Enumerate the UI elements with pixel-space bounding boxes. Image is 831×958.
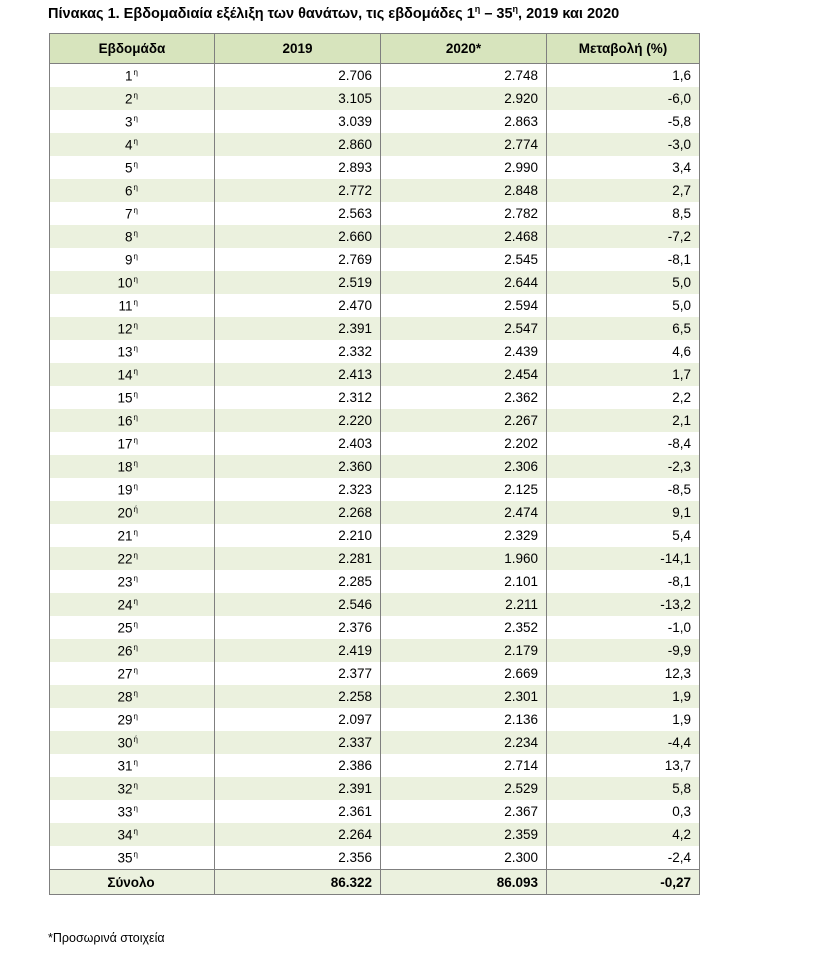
value-2020: 2.439 [381,340,547,363]
change-cell: -4,4 [547,731,700,754]
value-2020: 2.359 [381,823,547,846]
week-suffix: η [133,251,138,261]
week-suffix: η [133,182,138,192]
table-row [50,133,700,156]
table-row [50,524,700,547]
week-number: 24 [117,597,133,613]
value-2019: 2.860 [215,133,381,156]
value-2019: 2.470 [215,294,381,317]
week-suffix: η [133,389,138,399]
change-cell: -8,1 [547,248,700,271]
value-2019: 2.312 [215,386,381,409]
week-number: 32 [117,781,133,797]
change-cell: 1,6 [547,64,700,88]
week-number: 14 [117,367,133,383]
week-suffix: ή [133,504,138,514]
value-2020: 2.714 [381,754,547,777]
week-cell [50,363,215,386]
value-2020: 2.748 [381,64,547,88]
week-suffix: η [133,320,138,330]
week-number: 27 [117,666,133,682]
week-number: 12 [117,321,133,337]
week-cell [50,524,215,547]
table-row [50,570,700,593]
change-cell: 0,3 [547,800,700,823]
week-number: 31 [117,758,133,774]
change-cell: -8,5 [547,478,700,501]
value-2019: 2.264 [215,823,381,846]
value-2020: 2.545 [381,248,547,271]
table-row [50,294,700,317]
week-cell [50,225,215,248]
week-cell [50,777,215,800]
week-suffix: η [133,619,138,629]
week-cell [50,501,215,524]
change-cell: 6,5 [547,317,700,340]
week-number: 23 [117,574,133,590]
week-number: 28 [117,689,133,705]
value-2020: 2.300 [381,846,547,870]
week-cell [50,708,215,731]
value-2019: 2.323 [215,478,381,501]
week-cell [50,156,215,179]
change-cell: 1,9 [547,708,700,731]
week-number: 15 [117,390,133,406]
value-2019: 2.403 [215,432,381,455]
table-row [50,846,700,870]
week-suffix: η [133,481,138,491]
value-2019: 2.419 [215,639,381,662]
week-suffix: η [133,412,138,422]
week-cell [50,294,215,317]
change-cell: 2,2 [547,386,700,409]
week-number: 9 [125,252,133,268]
change-cell: 3,4 [547,156,700,179]
table-row [50,340,700,363]
value-2020: 2.594 [381,294,547,317]
value-2019: 2.258 [215,685,381,708]
table-row [50,639,700,662]
value-2020: 2.782 [381,202,547,225]
week-cell [50,432,215,455]
week-cell [50,639,215,662]
value-2020: 2.101 [381,570,547,593]
value-2019: 2.546 [215,593,381,616]
value-2020: 2.863 [381,110,547,133]
week-cell [50,248,215,271]
week-suffix: η [133,136,138,146]
deaths-table [49,33,700,895]
value-2020: 2.454 [381,363,547,386]
table-row [50,478,700,501]
week-number: 16 [117,413,133,429]
week-suffix: η [133,642,138,652]
week-cell [50,271,215,294]
total-row [50,870,700,895]
change-cell: -14,1 [547,547,700,570]
week-suffix: η [133,688,138,698]
change-cell: 1,9 [547,685,700,708]
week-suffix: η [133,458,138,468]
value-2020: 2.669 [381,662,547,685]
week-suffix: η [133,849,138,859]
header-2019: 2019 [215,34,381,64]
value-2019: 2.386 [215,754,381,777]
week-suffix: η [133,826,138,836]
change-cell: 2,7 [547,179,700,202]
value-2020: 2.306 [381,455,547,478]
table-row [50,800,700,823]
change-cell: -7,2 [547,225,700,248]
week-cell [50,685,215,708]
week-cell [50,823,215,846]
week-suffix: η [133,274,138,284]
week-number: 34 [117,827,133,843]
value-2019: 2.285 [215,570,381,593]
value-2020: 2.352 [381,616,547,639]
total-label: Σύνολο [50,870,215,895]
week-number: 7 [125,206,133,222]
week-suffix: η [133,803,138,813]
value-2019: 2.281 [215,547,381,570]
week-cell [50,64,215,88]
value-2019: 2.391 [215,777,381,800]
week-suffix: η [133,343,138,353]
table-header-row [50,34,700,64]
week-cell [50,478,215,501]
week-number: 17 [117,436,133,452]
value-2019: 2.377 [215,662,381,685]
week-suffix: η [133,205,138,215]
footnote: *Προσωρινά στοιχεία [48,931,165,945]
table-row [50,87,700,110]
change-cell: -1,0 [547,616,700,639]
change-cell: 4,2 [547,823,700,846]
table-row [50,754,700,777]
week-suffix: η [133,366,138,376]
value-2020: 2.202 [381,432,547,455]
week-cell [50,616,215,639]
week-number: 18 [117,459,133,475]
change-cell: 5,0 [547,271,700,294]
value-2019: 2.772 [215,179,381,202]
week-number: 35 [117,850,133,866]
header-change: Μεταβολή (%) [547,34,700,64]
week-cell [50,317,215,340]
week-suffix: η [133,67,138,77]
week-cell [50,409,215,432]
week-number: 13 [117,344,133,360]
value-2019: 2.413 [215,363,381,386]
week-number: 29 [117,712,133,728]
week-cell [50,593,215,616]
week-number: 4 [125,137,133,153]
week-number: 10 [117,275,133,291]
table-row [50,409,700,432]
value-2020: 2.234 [381,731,547,754]
value-2020: 2.211 [381,593,547,616]
change-cell: -2,4 [547,846,700,870]
change-cell: -6,0 [547,87,700,110]
table-row [50,731,700,754]
week-number: 22 [117,551,133,567]
table-row [50,593,700,616]
value-2019: 2.706 [215,64,381,88]
week-cell [50,87,215,110]
week-number: 5 [125,160,133,176]
value-2020: 2.367 [381,800,547,823]
value-2019: 3.039 [215,110,381,133]
week-cell [50,754,215,777]
value-2020: 2.301 [381,685,547,708]
value-2020: 2.990 [381,156,547,179]
change-cell: 1,7 [547,363,700,386]
week-suffix: η [133,711,138,721]
value-2019: 2.337 [215,731,381,754]
week-suffix: η [133,596,138,606]
week-suffix: η [133,228,138,238]
week-cell [50,340,215,363]
week-cell [50,731,215,754]
table-row [50,202,700,225]
value-2020: 2.362 [381,386,547,409]
change-cell: 5,8 [547,777,700,800]
value-2019: 2.220 [215,409,381,432]
table-row [50,777,700,800]
table-row [50,823,700,846]
week-number: 30 [117,735,133,751]
table-row [50,386,700,409]
week-number: 3 [125,114,133,130]
week-suffix: η [133,780,138,790]
week-suffix: η [133,550,138,560]
total-2020: 86.093 [381,870,547,895]
value-2019: 2.268 [215,501,381,524]
week-suffix: η [133,435,138,445]
week-number: 8 [125,229,133,245]
change-cell: 13,7 [547,754,700,777]
change-cell: -8,1 [547,570,700,593]
week-suffix: η [133,527,138,537]
table-row [50,110,700,133]
change-cell: -9,9 [547,639,700,662]
week-cell [50,570,215,593]
table-row [50,248,700,271]
week-number: 2 [125,91,133,107]
table-row [50,547,700,570]
value-2020: 2.529 [381,777,547,800]
value-2019: 2.210 [215,524,381,547]
change-cell: 12,3 [547,662,700,685]
value-2019: 2.332 [215,340,381,363]
table-row [50,708,700,731]
change-cell: 2,1 [547,409,700,432]
change-cell: 8,5 [547,202,700,225]
value-2019: 2.361 [215,800,381,823]
value-2020: 2.125 [381,478,547,501]
value-2020: 2.136 [381,708,547,731]
week-cell [50,455,215,478]
week-number: 25 [117,620,133,636]
change-cell: -8,4 [547,432,700,455]
week-number: 21 [117,528,133,544]
week-suffix: ή [133,734,138,744]
value-2019: 2.360 [215,455,381,478]
week-cell [50,386,215,409]
week-number: 11 [118,298,133,314]
table-row [50,616,700,639]
value-2019: 2.769 [215,248,381,271]
change-cell: -13,2 [547,593,700,616]
change-cell: 4,6 [547,340,700,363]
header-2020: 2020* [381,34,547,64]
value-2020: 2.329 [381,524,547,547]
table-title: Πίνακας 1. Εβδομαδιαία εξέλιξη των θανάτων, τις εβδομάδες $1^\eta - 35^\eta$, 2019 και 2020 [48,4,620,22]
week-number: 20 [117,505,133,521]
week-cell [50,662,215,685]
week-suffix: η [133,159,138,169]
week-cell [50,202,215,225]
header-week: Εβδομάδα [50,34,215,64]
total-change: -0,27 [547,870,700,895]
table-row [50,501,700,524]
change-cell: 5,0 [547,294,700,317]
week-suffix: η [133,113,138,123]
table-row [50,64,700,88]
value-2020: 2.920 [381,87,547,110]
value-2020: 2.468 [381,225,547,248]
value-2019: 2.356 [215,846,381,870]
week-cell [50,547,215,570]
value-2019: 3.105 [215,87,381,110]
value-2019: 2.660 [215,225,381,248]
table-row [50,662,700,685]
table-row [50,156,700,179]
table-row [50,317,700,340]
week-suffix: η [133,757,138,767]
total-2019: 86.322 [215,870,381,895]
week-number: 33 [117,804,133,820]
value-2020: 2.179 [381,639,547,662]
week-cell [50,110,215,133]
week-number: 19 [117,482,133,498]
change-cell: -2,3 [547,455,700,478]
week-cell [50,800,215,823]
value-2020: 2.474 [381,501,547,524]
change-cell: -3,0 [547,133,700,156]
week-suffix: η [133,90,138,100]
value-2019: 2.893 [215,156,381,179]
value-2020: 2.848 [381,179,547,202]
week-number: 1 [125,68,133,84]
value-2020: 2.547 [381,317,547,340]
value-2020: 2.644 [381,271,547,294]
table-row [50,271,700,294]
table-body [50,64,700,870]
value-2020: 1.960 [381,547,547,570]
week-cell [50,179,215,202]
value-2019: 2.391 [215,317,381,340]
week-cell [50,846,215,870]
value-2019: 2.376 [215,616,381,639]
week-number: 6 [125,183,133,199]
table-row [50,179,700,202]
value-2020: 2.267 [381,409,547,432]
table-row [50,432,700,455]
table-row [50,455,700,478]
week-suffix: η [133,665,138,675]
table-row [50,225,700,248]
value-2019: 2.563 [215,202,381,225]
value-2019: 2.097 [215,708,381,731]
value-2019: 2.519 [215,271,381,294]
change-cell: 5,4 [547,524,700,547]
week-number: 26 [117,643,133,659]
change-cell: -5,8 [547,110,700,133]
change-cell: 9,1 [547,501,700,524]
table-row [50,363,700,386]
week-suffix: η [133,573,138,583]
value-2020: 2.774 [381,133,547,156]
table-row [50,685,700,708]
week-suffix: η [133,297,138,307]
week-cell [50,133,215,156]
